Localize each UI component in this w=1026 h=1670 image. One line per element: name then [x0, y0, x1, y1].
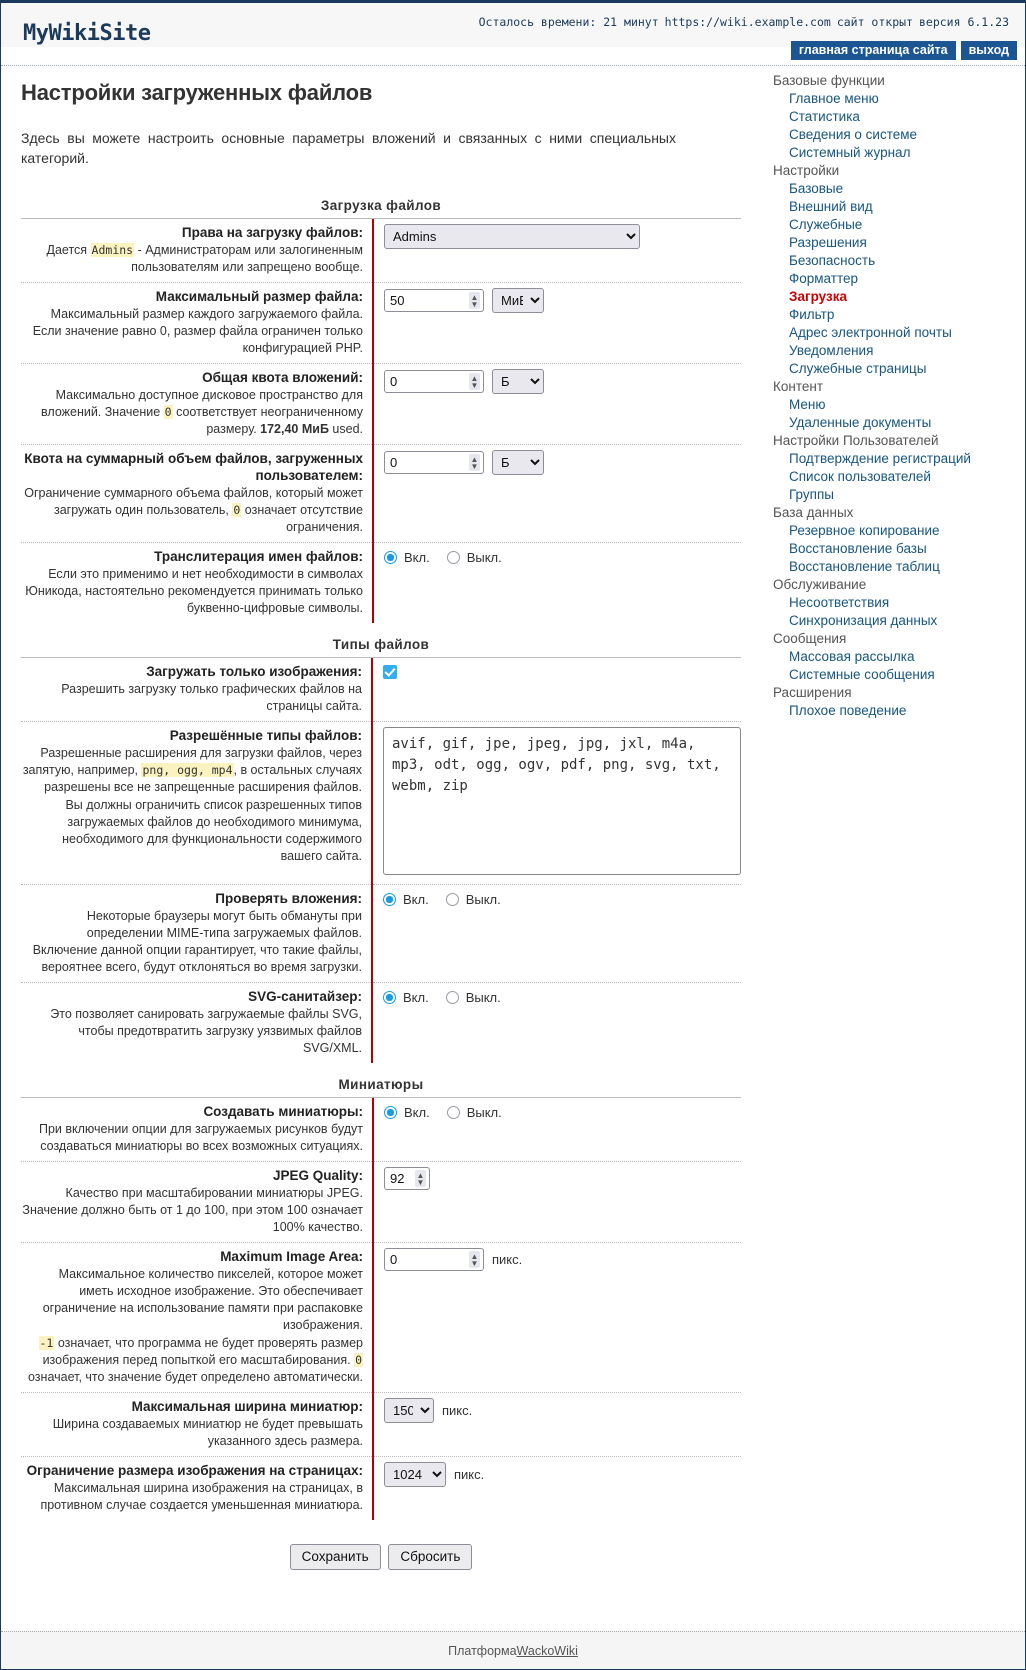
field-row-page-image-limit	[21, 1457, 741, 1520]
label-images-only: Загружать только изображения:	[146, 664, 362, 679]
sidebar-item-25[interactable]: Резервное копирование	[789, 523, 940, 538]
sidebar-item-13[interactable]: Фильтр	[789, 307, 835, 322]
page-image-limit-select[interactable]	[384, 1462, 446, 1487]
label-check-attachments: Проверять вложения:	[215, 891, 362, 906]
field-label-cell	[21, 885, 372, 983]
hint-check-attachments: Некоторые браузеры могут быть обмануты при определении MIME-типа загружаемых файлов. Включение данной опции гарантирует, что такие файлы, вероятнее всего, будут отклоняться во время загрузки.	[32, 909, 362, 974]
max-image-area-input[interactable]	[384, 1248, 484, 1271]
sidebar-group-label: Обслуживание	[773, 577, 867, 592]
user-quota-unit-select[interactable]	[492, 450, 544, 475]
label-max-image-area: Maximum Image Area:	[220, 1249, 363, 1264]
field-control-cell	[373, 1098, 741, 1162]
field-control-cell	[373, 219, 741, 283]
sidebar-item-15[interactable]: Уведомления	[789, 343, 874, 358]
page-image-limit-unit-label: пикс.	[454, 1467, 485, 1482]
form-upload	[21, 219, 741, 623]
sidebar-item-12[interactable]: Загрузка	[789, 289, 847, 304]
field-label-cell	[21, 658, 372, 722]
site-status-text: сайт открыт	[836, 15, 913, 29]
translit-label-off: Выкл.	[466, 550, 502, 565]
hint-max-image-area: Максимальное количество пикселей, которое может иметь исходное изображение. Это обеспечивает ограничение на использование памяти при распаковке изображения.	[42, 1267, 363, 1332]
sidebar-item-29[interactable]: Несоответствия	[789, 595, 890, 610]
svg-sanitizer-label-off: Выкл.	[465, 990, 501, 1005]
nav-logout-button[interactable]: выход	[961, 41, 1017, 60]
field-label-cell	[21, 1162, 373, 1243]
section-title-upload: Загрузка файлов	[320, 198, 442, 213]
create-thumbs-label-off: Выкл.	[466, 1105, 502, 1120]
label-user-quota: Квота на суммарный объем файлов, загруженных пользователем:	[24, 451, 363, 483]
hint-code-zero: 0	[355, 1353, 362, 1367]
sidebar-item-30[interactable]: Синхронизация данных	[789, 613, 938, 628]
field-row-images-only	[21, 658, 741, 722]
field-row-allowed-types	[21, 722, 741, 885]
main-content	[1, 66, 759, 1570]
field-label-cell	[21, 543, 373, 623]
sidebar-item-14[interactable]: Адрес электронной почты	[789, 325, 952, 340]
field-label-cell	[21, 364, 373, 445]
hint-upload-rights: Дается Admins - Администраторам или залогиненным пользователям или запрещено вообще.	[46, 243, 363, 274]
upload-rights-select[interactable]	[384, 224, 640, 249]
page-title: Настройки загруженных файлов	[21, 80, 373, 105]
sidebar-group-label: Настройки Пользователей	[773, 433, 939, 448]
field-row-jpeg-quality	[21, 1162, 741, 1243]
field-row-create-thumbs	[21, 1098, 741, 1162]
top-nav-buttons	[791, 41, 1017, 60]
hint-thumb-width: Ширина создаваемых миниатюр не будет превышать указанного здесь размера.	[52, 1417, 363, 1448]
site-url-text: https://wiki.example.com	[664, 15, 831, 29]
site-title: MyWikiSite	[23, 21, 151, 46]
site-footer	[1, 1631, 1025, 1669]
field-row-max-image-area	[21, 1243, 741, 1393]
check-attachments-radio-off[interactable]	[446, 893, 459, 906]
label-jpeg-quality: JPEG Quality:	[272, 1168, 363, 1183]
footer-platform-link[interactable]: WackoWiki	[516, 1643, 578, 1658]
field-label-cell	[21, 1457, 373, 1520]
hint-total-quota: Максимально доступное дисковое пространство для вложений. Значение 0 соответствует неограниченному размеру. 172,40 МиБ used.	[41, 388, 363, 436]
field-label-cell	[21, 983, 372, 1063]
hint-jpeg-quality: Качество при масштабировании миниатюры JPEG. Значение должно быть от 1 до 100, при этом 100 означает 100% качество.	[22, 1186, 363, 1234]
max-file-size-stepper[interactable]	[384, 289, 484, 312]
field-control-cell	[373, 1243, 741, 1393]
create-thumbs-radio-off[interactable]	[447, 1106, 460, 1119]
user-quota-input[interactable]	[384, 451, 484, 474]
sidebar-item-35[interactable]: Плохое поведение	[789, 703, 907, 718]
label-total-quota: Общая квота вложений:	[202, 370, 363, 385]
field-control-cell	[373, 543, 741, 623]
sidebar-item-2[interactable]: Статистика	[789, 109, 860, 124]
spinner-arrows-icon: ▲ ▼	[470, 292, 479, 309]
field-row-upload-rights	[21, 219, 741, 283]
sidebar-item-1[interactable]: Главное меню	[789, 91, 879, 106]
sidebar-item-18[interactable]: Меню	[789, 397, 826, 412]
form-filetypes	[21, 658, 741, 1063]
sidebar-item-26[interactable]: Восстановление базы	[789, 541, 927, 556]
hint-translit: Если это применимо и нет необходимости в символах Юникода, настоятельно рекомендуется принимать только буквенно-цифровые символы.	[25, 567, 363, 615]
hint-allowed-types-2: Вы должны ограничить список разрешенных типов загружаемых файлов до необходимого минимума, необходимого для функциональности содержимого вашего сайта.	[62, 798, 362, 863]
field-row-svg-sanitizer	[21, 983, 741, 1063]
sidebar-item-22[interactable]: Список пользователей	[789, 469, 931, 484]
field-control-cell	[373, 1393, 741, 1457]
field-label-cell	[21, 1393, 373, 1457]
thumb-width-select[interactable]	[384, 1398, 434, 1423]
field-label-cell	[21, 219, 373, 283]
page-intro-text: Здесь вы можете настроить основные параметры вложений и связанных с ними специальных категорий.	[21, 130, 676, 166]
spinner-arrows-icon: ▲ ▼	[470, 373, 479, 390]
header-status-info	[479, 15, 1009, 29]
sidebar-group-label: Настройки	[773, 163, 840, 178]
field-row-total-quota	[21, 364, 741, 445]
field-row-check-attachments	[21, 885, 741, 983]
form-thumbnails	[21, 1098, 741, 1520]
sidebar-item-19[interactable]: Удаленные документы	[789, 415, 932, 430]
footer-prefix-text: Платформа	[448, 1643, 517, 1658]
field-label-cell	[21, 445, 373, 543]
hint-page-image-limit: Максимальная ширина изображения на страницах, в противном случае создается уменьшенная миниатюра.	[40, 1481, 363, 1512]
sidebar-item-21[interactable]: Подтверждение регистраций	[789, 451, 971, 466]
images-only-checkbox[interactable]	[383, 665, 397, 679]
section-title-thumbnails: Миниатюры	[338, 1077, 424, 1092]
sidebar-group-label: Базовые функции	[773, 73, 885, 88]
allowed-types-textarea[interactable]	[383, 727, 741, 875]
field-label-cell	[21, 722, 372, 885]
thumb-width-unit-label: пикс.	[442, 1403, 473, 1418]
label-create-thumbs: Создавать миниатюры:	[203, 1104, 363, 1119]
spinner-arrows-icon: ▲ ▼	[416, 1170, 425, 1187]
field-label-cell	[21, 1243, 373, 1393]
hint-code-zero: 0	[233, 503, 241, 517]
hint-svg-sanitizer: Это позволяет санировать загружаемые файлы SVG, чтобы предотвратить загрузку уязвимых файлов SVG/XML.	[50, 1007, 362, 1055]
sidebar-group-label: База данных	[773, 505, 854, 520]
translit-radio-on[interactable]	[384, 551, 397, 564]
total-quota-input[interactable]	[384, 370, 484, 393]
sidebar-item-3[interactable]: Сведения о системе	[789, 127, 918, 142]
label-upload-rights: Права на загрузку файлов:	[181, 225, 363, 240]
max-image-area-unit-label: пикс.	[492, 1252, 523, 1267]
field-control-cell	[373, 364, 741, 445]
sidebar-item-8[interactable]: Служебные	[789, 217, 863, 232]
sidebar-item-7[interactable]: Внешний вид	[789, 199, 873, 214]
hint-code-admins: Admins	[91, 243, 134, 257]
sidebar-item-9[interactable]: Разрешения	[789, 235, 867, 250]
field-control-cell	[372, 983, 741, 1063]
svg-sanitizer-radio-on[interactable]	[383, 991, 396, 1004]
field-label-cell	[21, 283, 373, 364]
field-row-translit	[21, 543, 741, 623]
hint-user-quota: Ограничение суммарного объема файлов, который может загружать один пользователь, 0 означает отсутствие ограничения.	[24, 486, 363, 534]
check-attachments-label-on: Вкл.	[403, 892, 429, 907]
field-control-cell	[372, 722, 741, 885]
max-file-size-unit-select[interactable]	[492, 288, 544, 313]
total-quota-stepper[interactable]	[384, 370, 484, 393]
sidebar-item-10[interactable]: Безопасность	[789, 253, 876, 268]
sidebar-item-32[interactable]: Массовая рассылка	[789, 649, 915, 664]
hint-create-thumbs: При включении опции для загружаемых рисунков будут создаваться миниатюры во всех возможных ситуациях.	[39, 1122, 363, 1153]
sidebar-group-label: Контент	[773, 379, 824, 394]
user-quota-stepper[interactable]	[384, 451, 484, 474]
label-allowed-types: Разрешённые типы файлов:	[169, 728, 362, 743]
hint-max-image-area-2: -1 означает, что программа не будет проверять размер изображения перед попыткой его масштабирования. 0 означает, что значение будет определено автоматически.	[28, 1336, 363, 1384]
sidebar-item-16[interactable]: Служебные страницы	[789, 361, 927, 376]
create-thumbs-radio-on[interactable]	[384, 1106, 397, 1119]
translit-label-on: Вкл.	[404, 550, 430, 565]
reset-button[interactable]: Сбросить	[388, 1544, 472, 1570]
label-thumb-width: Максимальная ширина миниатюр:	[131, 1399, 363, 1414]
svg-sanitizer-radio-off[interactable]	[446, 991, 459, 1004]
hint-code-extensions: png, ogg, mp4	[142, 763, 233, 777]
field-control-cell	[372, 885, 741, 983]
max-file-size-input[interactable]	[384, 289, 484, 312]
used-space-value: 172,40 МиБ	[260, 422, 329, 436]
hint-code-minus-one: -1	[39, 1336, 54, 1350]
top-navbar	[1, 43, 1025, 66]
create-thumbs-label-on: Вкл.	[404, 1105, 430, 1120]
check-attachments-radio-on[interactable]	[383, 893, 396, 906]
field-row-max-file-size	[21, 283, 741, 364]
field-control-cell	[372, 658, 741, 722]
field-control-cell	[373, 1162, 741, 1243]
field-control-cell	[373, 283, 741, 364]
svg-sanitizer-label-on: Вкл.	[403, 990, 429, 1005]
max-image-area-stepper[interactable]	[384, 1248, 484, 1271]
sidebar-item-6[interactable]: Базовые	[789, 181, 844, 196]
field-control-cell	[373, 445, 741, 543]
label-translit: Транслитерация имен файлов:	[154, 549, 363, 564]
sidebar-item-23[interactable]: Группы	[789, 487, 834, 502]
hint-images-only: Разрешить загрузку только графических файлов на страницы сайта.	[61, 682, 362, 713]
spinner-arrows-icon: ▲ ▼	[470, 454, 479, 471]
field-row-user-quota	[21, 445, 741, 543]
time-left-text: Осталось времени: 21 минут	[478, 15, 659, 29]
body-wrapper	[1, 66, 1025, 1570]
sidebar-item-33[interactable]: Системные сообщения	[789, 667, 935, 682]
sidebar-item-11[interactable]: Форматтер	[789, 271, 859, 286]
total-quota-unit-select[interactable]	[492, 369, 544, 394]
sidebar-item-4[interactable]: Системный журнал	[789, 145, 911, 160]
sidebar-group-label: Сообщения	[773, 631, 847, 646]
save-button[interactable]: Сохранить	[290, 1544, 381, 1570]
sidebar-group-label: Расширения	[773, 685, 852, 700]
spinner-arrows-icon: ▲ ▼	[470, 1251, 479, 1268]
section-title-filetypes: Типы файлов	[332, 637, 430, 652]
admin-sidebar	[759, 66, 1007, 720]
field-control-cell	[373, 1457, 741, 1520]
field-label-cell	[21, 1098, 373, 1162]
jpeg-quality-stepper[interactable]	[384, 1167, 430, 1190]
form-actions	[21, 1544, 741, 1570]
field-row-thumb-width	[21, 1393, 741, 1457]
hint-max-file-size: Максимальный размер каждого загружаемого файла. Если значение равно 0, размер файла ограничен только конфигурацией PHP.	[32, 307, 363, 355]
label-page-image-limit: Ограничение размера изображения на страницах:	[26, 1463, 363, 1478]
jpeg-quality-input[interactable]	[384, 1167, 430, 1190]
hint-allowed-types: Разрешенные расширения для загрузки файлов, через запятую, например, png, ogg, mp4, в остальных случаях разрешены все не запрещенные расширения файлов.	[22, 746, 362, 794]
check-attachments-label-off: Выкл.	[465, 892, 501, 907]
sidebar-item-27[interactable]: Восстановление таблиц	[789, 559, 940, 574]
hint-code-zero: 0	[164, 405, 172, 419]
label-svg-sanitizer: SVG-санитайзер:	[248, 989, 362, 1004]
site-version-text: версия 6.1.23	[918, 15, 1009, 29]
translit-radio-off[interactable]	[447, 551, 460, 564]
label-max-file-size: Максимальный размер файла:	[155, 289, 363, 304]
nav-home-button[interactable]: главная страница сайта	[791, 41, 956, 60]
